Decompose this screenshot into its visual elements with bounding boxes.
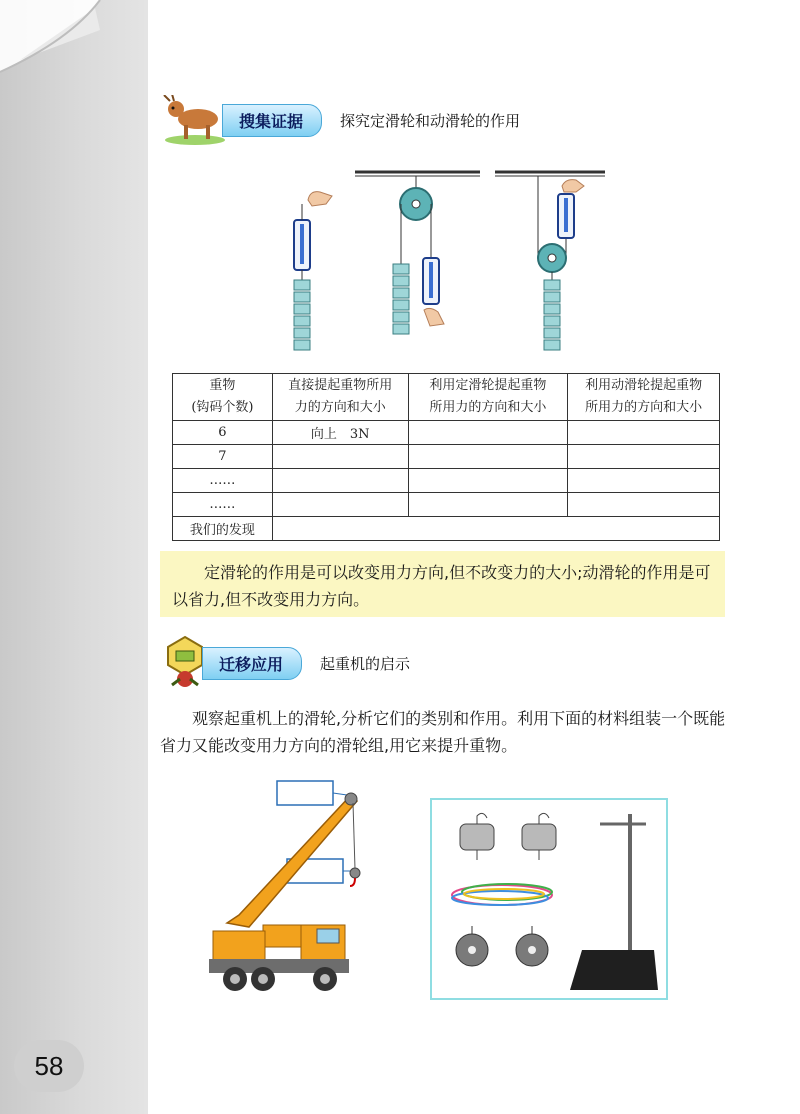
table-row — [173, 421, 720, 445]
movable-pulley-figure — [495, 172, 605, 350]
findings-cell[interactable] — [272, 517, 719, 541]
table-cell[interactable] — [272, 445, 408, 469]
direct-lift-figure — [294, 192, 332, 350]
table-row — [173, 469, 720, 493]
table-header-cell: 利用动滑轮提起重物 所用力的方向和大小 — [568, 374, 720, 421]
table-cell[interactable] — [568, 493, 720, 517]
materials-illustration — [432, 800, 666, 998]
materials-panel — [430, 798, 668, 1000]
section-header-application — [160, 635, 410, 691]
pulley-icon — [516, 926, 548, 966]
page-curl-decoration — [0, 0, 110, 80]
table-row — [173, 445, 720, 469]
instruction-paragraph: 观察起重机上的滑轮,分析它们的类别和作用。利用下面的材料组装一个既能省力又能改变用力方向的滑轮组,用它来提升重物。 — [160, 709, 726, 755]
weight-icon — [460, 813, 494, 860]
table-cell[interactable] — [408, 445, 568, 469]
table-header-cell: 重物 (钩码个数) — [173, 374, 273, 421]
table-cell: …… — [173, 469, 273, 493]
table-cell: …… — [173, 493, 273, 517]
table-row — [173, 493, 720, 517]
page-margin-strip — [0, 0, 148, 1114]
section-title-evidence: 探究定滑轮和动滑轮的作用 — [340, 111, 521, 130]
section-title-application: 起重机的启示 — [320, 654, 411, 673]
table-cell[interactable] — [272, 469, 408, 493]
table-cell: 7 — [173, 445, 273, 469]
string-bundle-icon — [452, 884, 552, 905]
table-header-cell: 直接提起重物所用 力的方向和大小 — [272, 374, 408, 421]
table-cell[interactable] — [408, 493, 568, 517]
conclusion-box: 定滑轮的作用是可以改变用力方向,但不改变力的大小;动滑轮的作用是可以省力,但不改变用力方向。 — [160, 551, 725, 617]
table-header-cell: 利用定滑轮提起重物 所用力的方向和大小 — [408, 374, 568, 421]
stand-icon — [570, 814, 658, 990]
pulley-results-table — [172, 373, 720, 541]
section-label-evidence: 搜集证据 — [222, 104, 322, 137]
pulley-experiment-illustration — [280, 160, 620, 360]
table-footer-row — [173, 517, 720, 541]
findings-label: 我们的发现 — [173, 517, 273, 541]
pulley-icon — [456, 926, 488, 966]
table-cell: 6 — [173, 421, 273, 445]
table-cell[interactable] — [568, 469, 720, 493]
section-header-evidence — [160, 95, 520, 145]
table-cell[interactable] — [408, 421, 568, 445]
fixed-pulley-figure — [355, 172, 480, 334]
deer-icon — [160, 95, 230, 145]
table-cell[interactable] — [272, 493, 408, 517]
weight-icon — [522, 813, 556, 860]
label-box — [277, 781, 333, 805]
page-number: 58 — [14, 1040, 84, 1092]
table-cell[interactable] — [408, 469, 568, 493]
table-header-row — [173, 374, 720, 421]
section-label-application: 迁移应用 — [202, 647, 302, 680]
table-cell[interactable] — [568, 445, 720, 469]
table-cell[interactable]: 向上 3N — [272, 421, 408, 445]
table-cell[interactable] — [568, 421, 720, 445]
crane-illustration — [205, 775, 385, 1000]
